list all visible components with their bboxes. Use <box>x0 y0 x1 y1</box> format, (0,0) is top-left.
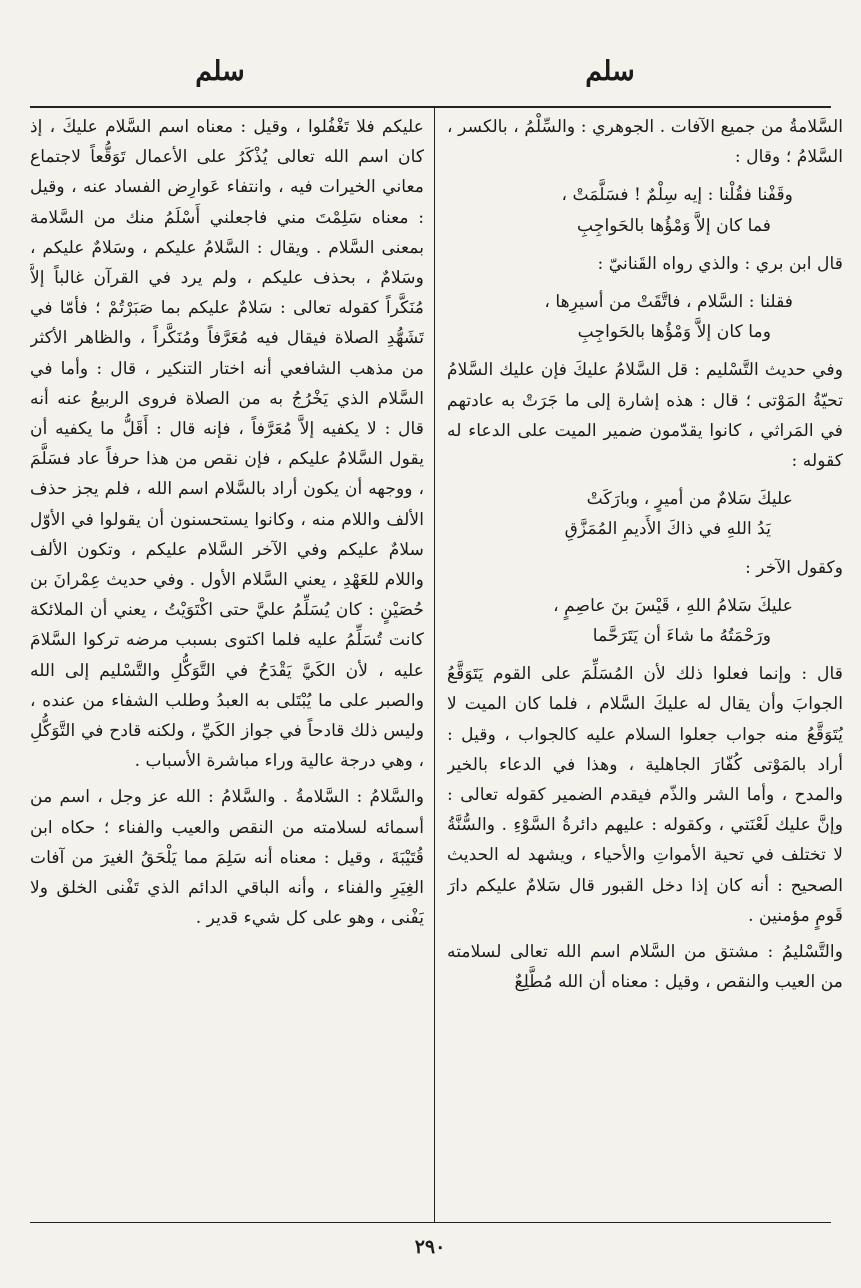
page-number: ٢٩٠ <box>414 1236 446 1258</box>
verse-line: يَدُ اللهِ في ذاكَ الأَديمِ المُمَزَّقِ <box>564 519 771 540</box>
paragraph: قال ابن بري : والذي رواه القَنانيّ : <box>597 253 843 274</box>
running-head-left: سلم <box>195 56 245 87</box>
verse-line: وقَفْنا فقُلْنا : إيه سِلْمٌ ! فسَلَّمَتْ ، <box>561 185 793 206</box>
header-rule <box>30 106 831 108</box>
right-column <box>447 112 843 1220</box>
paragraph: السَّلامةُ من جميع الآفات . الجوهري : والسِّلْمُ ، بالكسر ، السَّلامُ ؛ وقال : <box>447 117 843 168</box>
paragraph: وفي حديث التَّسْليم : قل السَّلامُ عليكَ فإن عليك السَّلامُ تحيّةُ المَوْتى ؛ قال : هذه إشارة إلى ما جَرَتْ به عادتهم في المَراثي ، كانوا يقدّمون ضمير الميت على الدعاء له كقوله : <box>447 360 843 472</box>
verse-line: ورَحْمَتُهُ ما شاءَ أن يَتَرَحَّما <box>592 626 771 647</box>
column-separator <box>434 107 435 1222</box>
verse <box>447 591 843 651</box>
verse <box>447 287 843 347</box>
verse <box>447 484 843 544</box>
verse-line: عليكَ سَلامٌ من أميرٍ ، وبارَكَتْ <box>586 489 793 510</box>
verse <box>447 180 843 240</box>
verse-line: فقلنا : السَّلام ، فاتَّقَتْ من أسيرِها ، <box>544 292 793 313</box>
running-head-right: سلم <box>585 56 635 87</box>
paragraph: والسَّلامُ : السَّلامةُ . والسَّلامُ : الله عز وجل ، اسم من أسمائه لسلامته من النقص والعيب والفناء ؛ حكاه ابن قُتَيْبَةَ ، وقيل : معناه أنه سَلِمَ مما يَلْحَقُ الغيرَ من آفات الغِيَرِ والفناء ، وأنه الباقي الدائم الذي تَفْنى الخلق ولا يَفْنى ، وهو على كل شيء قدير . <box>30 787 424 929</box>
paragraph: قال : وإنما فعلوا ذلك لأن المُسَلِّمَ على القوم يَتَوَقَّعُ الجوابَ وأن يقال له عليكَ السَّلام ، فلما كان الميت لا يُتَوَقَّعُ منه جواب جعلوا السلام عليه كالجواب ، وقيل : أراد بالمَوْتى كُفّارَ الجاهلية ، وهذا في الدعاء بالخير والمدح ، وأما الشر والذّم فيقدم الضمير كقوله تعالى : وإنَّ عليك لَعْنَتي ، وكقوله : عليهم دائرةُ السَّوْءِ . والسُّنَّةُ لا تختلف في تحية الأمواتِ والأحياء ، ويشهد له الحديث الصحيح : أنه كان إذا دخل القبور قال سَلامٌ عليكم دارَ قَومٍ مؤمنين . <box>447 664 843 926</box>
paragraph: وكقول الآخر : <box>745 557 843 578</box>
left-column <box>30 112 424 1220</box>
verse-line: عليكَ سَلامُ اللهِ ، قَيْسَ بنَ عاصِمٍ ، <box>553 595 793 616</box>
footer-rule <box>30 1222 831 1223</box>
paragraph: والتَّسْليمُ : مشتق من السَّلام اسم الله تعالى لسلامته من العيب والنقص ، وقيل : معناه أن الله مُطَّلِعٌ <box>447 942 843 993</box>
verse-line: وما كان إلاَّ وَمْؤُها بالحَواجِبِ <box>577 322 771 343</box>
verse-line: فما كان إلاَّ وَمْؤُها بالحَواجِبِ <box>576 215 771 236</box>
paragraph: عليكم فلا تَغْفُلوا ، وقيل : معناه اسم السَّلام عليكَ ، إذ كان اسم الله تعالى يُذْكَرُ على الأعمال تَوَقُّعاً لاجتماع معاني الخيرات فيه ، وانتفاء عَوارِض الفساد عنه ، وقيل : معناه سَلِمْتَ مني فاجعلني أَسْلَمُ منك من السَّلامة بمعنى السَّلام . ويقال : السَّلامُ عليكم ، وسَلامٌ عليكم ، وسَلامٌ ، بحذف عليكم ، ولم يرد في القرآن غالباً إلاَّ مُنَكَّراً كقوله تعالى : سَلامٌ عليكم بما صَبَرْتُمْ ؛ فأمّا في تَشَهُّدِ الصلاة فيقال فيه مُعَرَّفاً ومُنَكَّراً ، والظاهر الأكثر من مذهب الشافعي أنه اختار التنكير ، قال : وأما في السَّلام الذي يَخْرُجُ به من الصلاة فروى الربيعُ عنه أنه قال : لا يكفيه إلاَّ مُعَرَّفاً ، فإنه قال : أَقَلُّ ما يكفيه أن يقول السَّلامُ عليكم ، فإن نقص من هذا حرفاً عاد فسَلَّمَ ، ووجهه أن يكون أراد بالسَّلام اسم الله ، فلم يجز حذف الألف واللام منه ، وكانوا يستحسنون أن يقولوا في الأوّل سلامٌ عليكم وفي الآخر السَّلام عليكم ، وتكون الألف واللام للعَهْدِ ، يعني السَّلام الأول . وفي حديث عِمْرانَ بن حُصَيْنٍ : كان يُسَلِّمُ عليَّ حتى اكْتَوَيْتُ ، يعني أن الملائكة كانت تُسَلِّمُ عليه فلما اكتوى بسبب مرضه تركوا السَّلامَ عليه ، لأن الكَيَّ يَقْدَحُ في التَّوَكُّلِ والتَّسْليم إلى الله والصبر على ما يُبْتَلى به العبدُ وطلب الشفاء من عنده ، وليس ذلك قادحاً في جواز الكَيِّ ، ولكنه قادح في التَّوَكُّلِ ، وهي درجة عالية وراء مباشرة الأسباب . <box>30 117 424 772</box>
